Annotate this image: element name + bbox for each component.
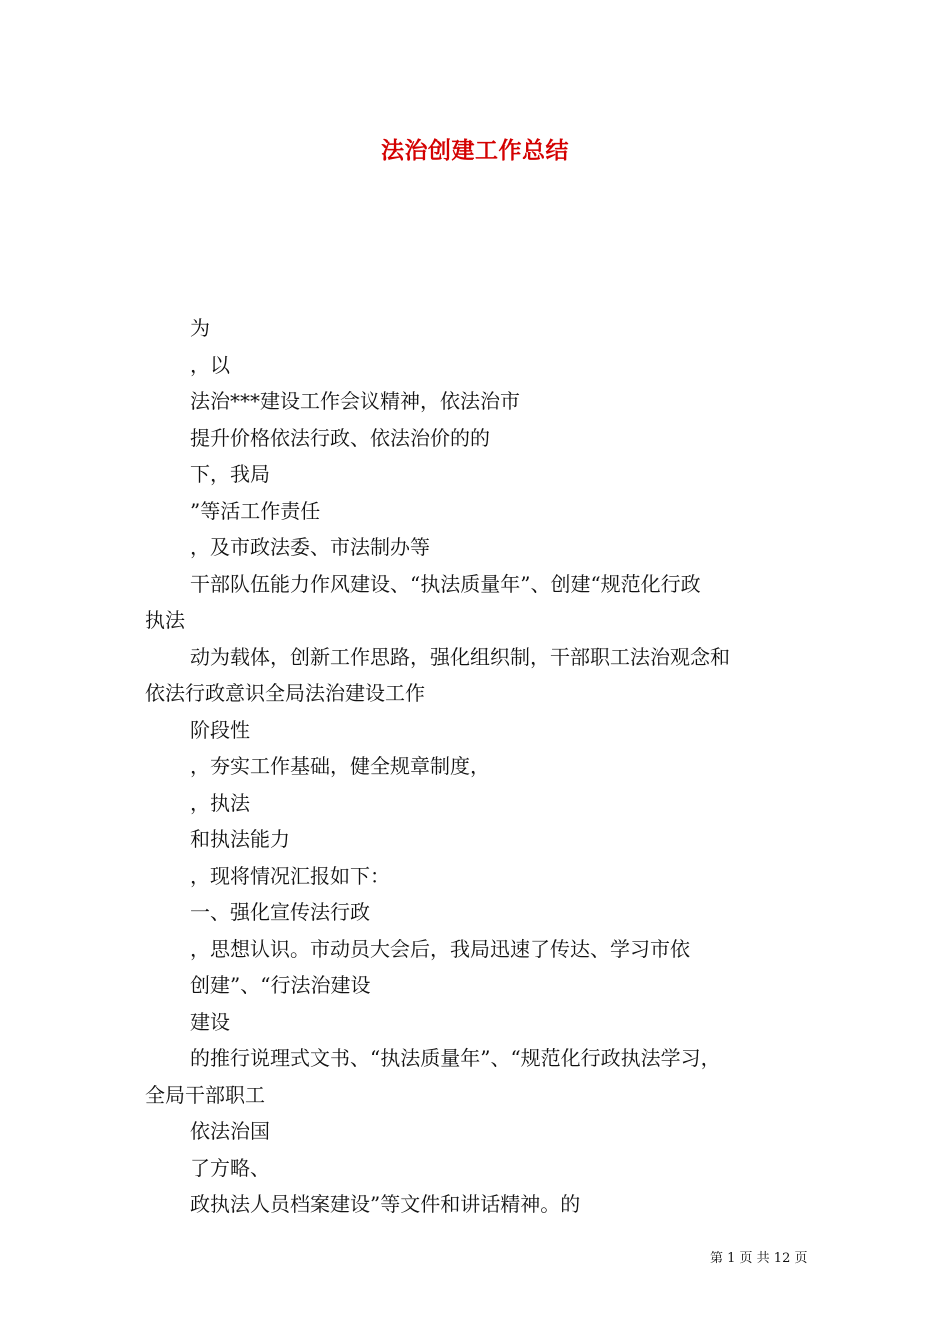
body-line: 法治***建设工作会议精神，依法治市 (190, 389, 520, 413)
document-title: 法治创建工作总结 (381, 137, 569, 164)
body-line: 依法治国 (190, 1119, 270, 1143)
body-line: 下，我局 (190, 462, 270, 486)
body-line: ，现将情况汇报如下： (190, 863, 390, 888)
body-line: 和执法能力 (190, 827, 290, 851)
body-line: ，以 (190, 352, 230, 377)
body-line: ，夯实工作基础，健全规章制度， (190, 754, 490, 778)
body-line: 政执法人员档案建设”等文件和讲话精神。的 (190, 1192, 581, 1216)
body-line: 了方略、 (190, 1155, 270, 1180)
body-line: 创建”、“行法治建设 (190, 973, 371, 997)
body-line: 执法 (145, 608, 185, 632)
body-line: 提升价格依法行政、依法治价的的 (190, 425, 490, 450)
body-line: ，思想认识。市动员大会后，我局迅速了传达、学习市依 (190, 936, 690, 961)
body-line: ”等活工作责任 (190, 498, 321, 523)
body-line: 依法行政意识全局法治建设工作 (145, 681, 425, 705)
body-line: 一、强化宣传法行政 (190, 900, 370, 924)
body-line: ，执法 (190, 790, 250, 815)
body-line: 干部队伍能力作风建设、“执法质量年”、创建“规范化行政 (190, 571, 701, 596)
body-line: 为 (190, 316, 210, 340)
body-line: 动为载体，创新工作思路，强化组织制，干部职工法治观念和 (190, 644, 730, 669)
page-number: 第 1 页 共 12 页 (710, 1251, 808, 1266)
body-line: ，及市政法委、市法制办等 (190, 535, 430, 559)
body-line: 建设 (190, 1009, 230, 1034)
body-line: 阶段性 (190, 717, 250, 742)
body-line: 的推行说理式文书、“执法质量年”、“规范化行政执法学习， (190, 1046, 721, 1070)
body-line: 全局干部职工 (145, 1082, 265, 1107)
document-body (0, 310, 950, 1223)
